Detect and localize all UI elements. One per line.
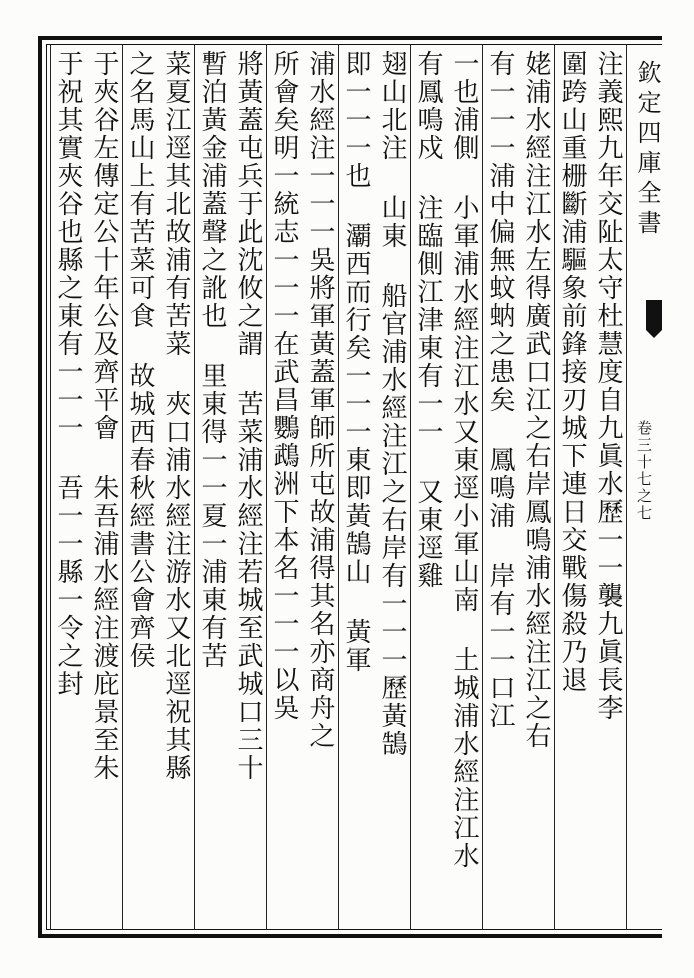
column-rule [554, 44, 555, 930]
column-rule [122, 44, 123, 930]
text-column [446, 50, 482, 928]
column-text: 圍跨山重栅斷浦驅象前鋒接刃城下連日交戰傷殺乃退 [557, 50, 587, 694]
column-text: 于祝其實夾谷也縣之東有一一一 吾一一縣一令之封 [53, 50, 83, 698]
column-rule [338, 44, 339, 930]
text-column [230, 50, 266, 928]
column-rule [410, 44, 411, 930]
column-text: 有鳳鳴戍 注臨側江津東有一一 又東逕雞 [413, 50, 443, 590]
column-text: 所會矣明一統志一一一在武昌鸚鵡洲下本名一一一以吳 [269, 50, 299, 722]
column-text: 即一一一也 㶚西而行矣一一一東即黃鵠山 黃軍 [341, 50, 371, 674]
column-text: 之名馬山上有苦菜可食 故城西春秋經書公會齊侯 [125, 50, 155, 670]
column-text: 于夾谷左傳定公十年公及齊平會 朱吾浦水經注渡庇景至朱 [89, 50, 119, 782]
column-text: 姥浦水經注江水左得廣武口江之右岸鳳鳴浦水經注江之右 [521, 50, 551, 750]
column-text: 菜夏江逕其北故浦有苦菜 夾口浦水經注游水又北逕祝其縣 [161, 50, 191, 782]
column-text: 浦水經注一一一吳將軍黃蓋軍師所屯故浦得其名亦商舟之 [305, 50, 335, 750]
text-column [482, 50, 518, 928]
column-text: 注義熙九年交阯太守杜慧度自九眞水歷一一襲九眞長李 [593, 50, 623, 722]
column-text: 將黃蓋屯兵于此沈攸之謂 苦菜浦水經注若城至武城口三十 [233, 50, 263, 782]
text-column [302, 50, 338, 928]
text-column [338, 50, 374, 928]
text-column [590, 50, 626, 928]
left-edge [46, 50, 60, 928]
volume-label: 卷三十七之七 [635, 420, 653, 522]
text-column [122, 50, 158, 928]
text-column [86, 50, 122, 928]
column-rule [482, 44, 483, 930]
text-column [266, 50, 302, 928]
text-column [554, 50, 590, 928]
text-column [158, 50, 194, 928]
column-rule [266, 44, 267, 930]
column-rule [194, 44, 195, 930]
column-text: 暫泊黃金浦蓋聲之訛也 里東得一一夏一浦東有苦 [197, 50, 227, 670]
book-title: 欽定四庫全書 [633, 60, 661, 240]
text-column [194, 50, 230, 928]
column-text: 翅山北注 山東 船官浦水經注江之右岸有一一一歷黃鵠 [377, 50, 407, 758]
text-column [374, 50, 410, 928]
text-column [518, 50, 554, 928]
text-column [410, 50, 446, 928]
fishtail-mark-icon [646, 300, 662, 330]
column-text: 一也浦側 小軍浦水經注江水又東逕小軍山南 土城浦水經注江水 [449, 50, 479, 870]
column-text: 有一一一浦中偏無蚊蚋之患矣 鳳鳴浦 岸有一一口江 [485, 50, 515, 730]
column-rule [626, 44, 627, 930]
